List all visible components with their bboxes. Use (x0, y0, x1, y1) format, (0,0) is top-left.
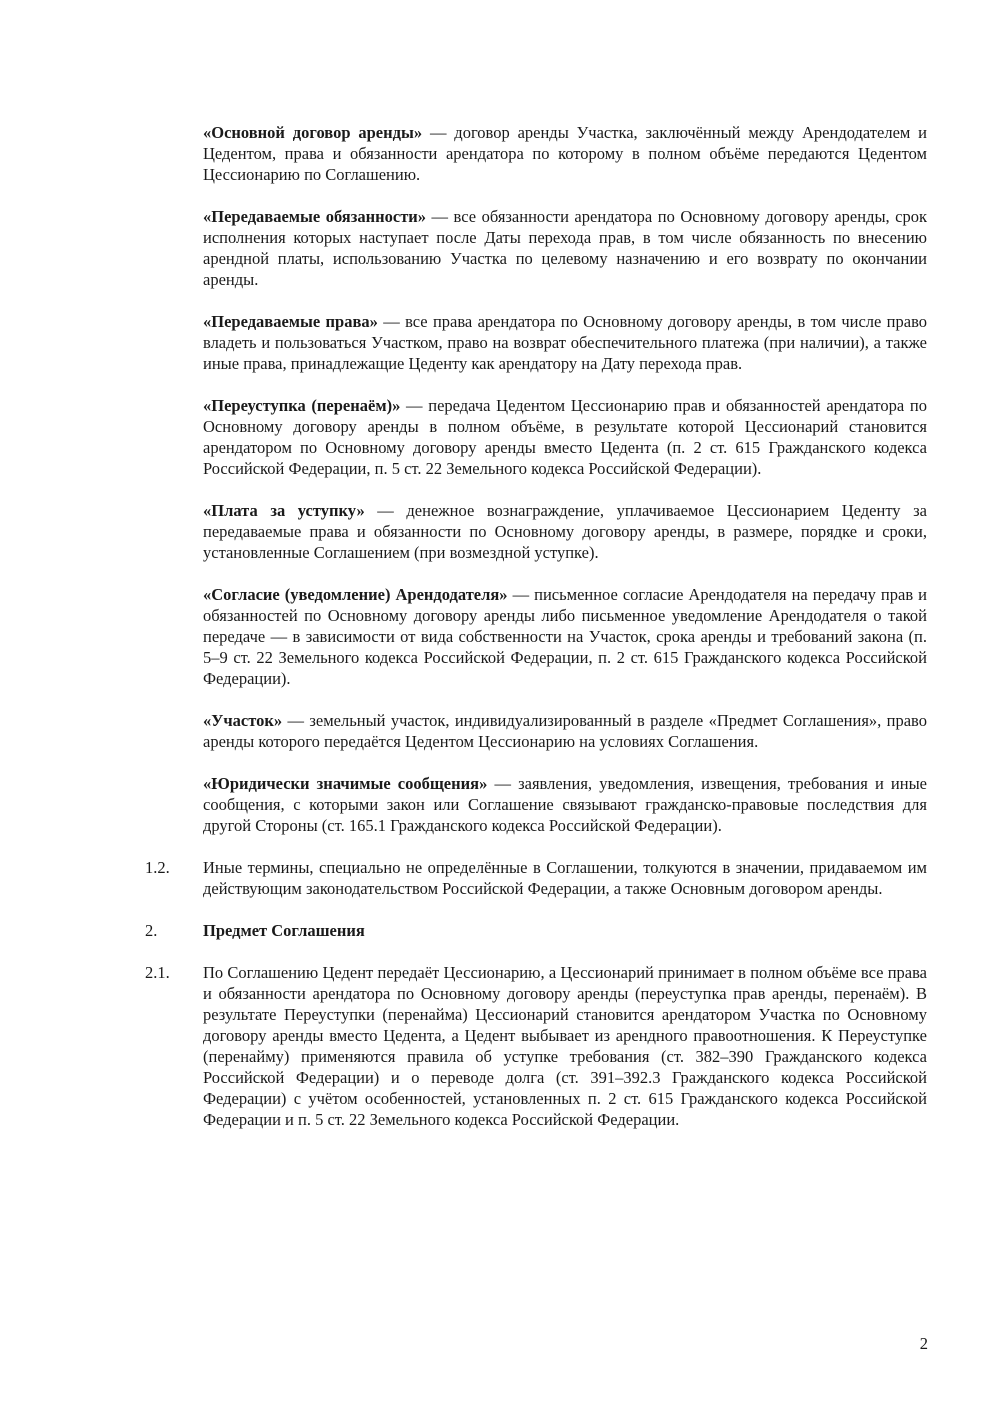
definition-text: — все обязанности арендатора по Основному договору аренды, срок исполнения которых наступает после Даты перехода прав, в том числе обязанность по внесению арендной платы, использованию Участка по целевому назначению и его возврату по окончании аренды. (203, 207, 928, 289)
definition-main-lease (203, 122, 927, 185)
definition-transferred-rights (203, 311, 927, 374)
definition-term: «Переуступка (перенаём)» (203, 396, 401, 415)
clause-number: 2.1. (145, 963, 170, 982)
clause-number: 1.2. (145, 858, 170, 877)
definition-text: — заявления, уведомления, извещения, требования и иные сообщения, с которыми закон или Соглашение связывают гражданско-правовые последствия для другой Стороны (ст. 165.1 Гражданского кодекса Российской Федерации). (203, 774, 927, 835)
definition-term: «Участок» (203, 711, 283, 730)
definition-text: — денежное вознаграждение, уплачиваемое Цессионарием Цеденту за передаваемые права и обязанности по Основному договору аренды, в размере, порядке и сроки, установленные Соглашением (при возмездной уступке). (203, 501, 928, 562)
definition-assignment-fee (203, 500, 927, 563)
definition-term: «Передаваемые обязанности» (203, 207, 427, 226)
section-title: Предмет Соглашения (203, 921, 365, 940)
section-2-heading (145, 920, 927, 941)
definition-term: «Передаваемые права» (203, 312, 378, 331)
definition-text: — договор аренды Участка, заключённый между Арендодателем и Цедентом, права и обязанности арендатора по которому в полном объёме передаются Цедентом Цессионарию по Соглашению. (203, 123, 928, 184)
clause-text: По Соглашению Цедент передаёт Цессионарию, а Цессионарий принимает в полном объёме все права и обязанности арендатора по Основному договору аренды (переуступка прав аренды, перенаём). В результате Переуступки (перенайма) Цессионарий становится арендатором Участка по Основному договору аренды вместо Цедента, а Цедент выбывает из арендного правоотношения. К Переуступке (перенайму) применяются правила об уступке требования (ст. 382–390 Гражданского кодекса Российской Федерации) и о переводе долга (ст. 391–392.3 Гражданского кодекса Российской Федерации) с учётом особенностей, установленных п. 2 ст. 615 Гражданского кодекса Российской Федерации и п. 5 ст. 22 Земельного кодекса Российской Федерации. (203, 963, 927, 1129)
clause-2-1 (145, 962, 927, 1130)
definition-legal-messages (203, 773, 927, 836)
definition-reassignment (203, 395, 927, 479)
clause-text: Иные термины, специально не определённые в Соглашении, толкуются в значении, придаваемом им действующим законодательством Российской Федерации, а также Основным договором аренды. (203, 858, 927, 898)
definition-term: «Плата за уступку» (203, 501, 365, 520)
definition-text: — земельный участок, индивидуализированный в разделе «Предмет Соглашения», право аренды которого передаётся Цедентом Цессионарию на условиях Соглашения. (203, 711, 927, 751)
definition-text: — передача Цедентом Цессионарию прав и обязанностей арендатора по Основному договору аренды в полном объёме, в результате которой Цессионарий становится арендатором по Основному договору аренды вместо Цедента (п. 2 ст. 615 Гражданского кодекса Российской Федерации, п. 5 ст. 22 Земельного кодекса Российской Федерации). (203, 396, 927, 478)
definition-term: «Согласие (уведомление) Арендодателя» (203, 585, 508, 604)
clause-1-2 (145, 857, 927, 899)
definition-term: «Основной договор аренды» (203, 123, 423, 142)
definition-text: — все права арендатора по Основному договору аренды, в том числе право владеть и пользоваться Участком, право на возврат обеспечительного платежа (при наличии), а также иные права, принадлежащие Цеденту как арендатору на Дату перехода прав. (203, 312, 928, 373)
definition-term: «Юридически значимые сообщения» (203, 774, 488, 793)
definition-text: — письменное согласие Арендодателя на передачу прав и обязанностей по Основному договору аренды либо письменное уведомление Арендодателя о такой передаче — в зависимости от вида собственности на Участок, срока аренды и требований закона (п. 5–9 ст. 22 Земельного кодекса Российской Федерации, п. 2 ст. 615 Гражданского кодекса Российской Федерации). (203, 585, 927, 688)
definition-landlord-consent (203, 584, 927, 689)
section-number: 2. (145, 921, 158, 940)
definition-plot (203, 710, 927, 752)
page-number: 2 (919, 1334, 928, 1353)
page-content (145, 122, 927, 1151)
definition-transferred-obligations (203, 206, 927, 290)
